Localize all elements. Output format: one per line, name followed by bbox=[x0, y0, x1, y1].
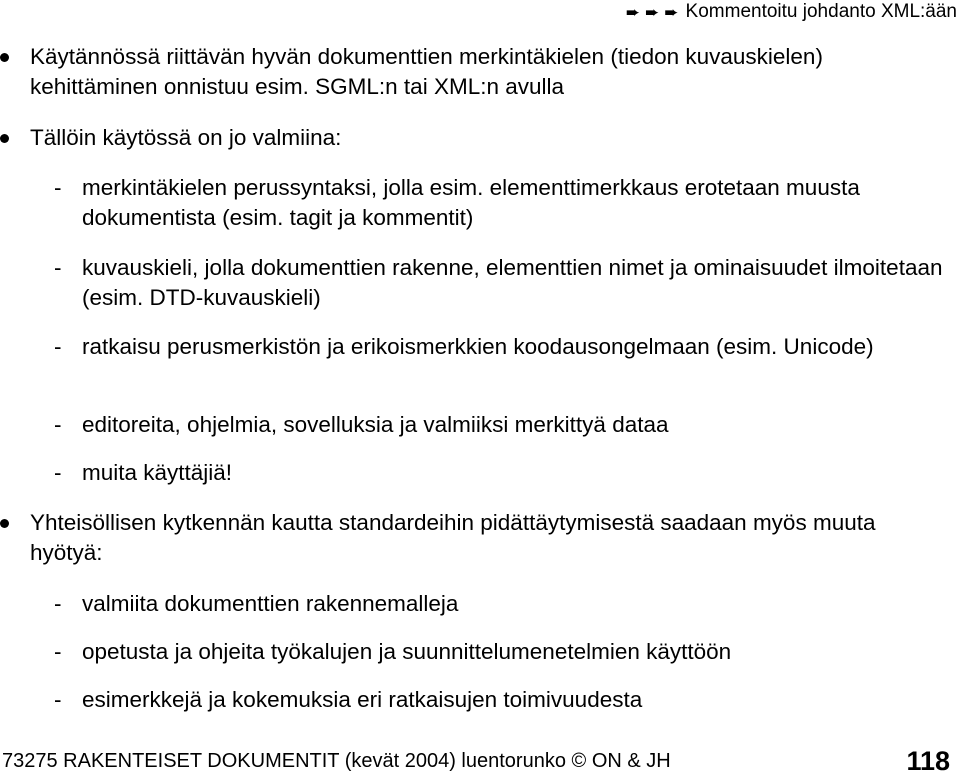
sub-item-text: ratkaisu perusmerkistön ja erikoismerkkien koodausongelmaan (esim. Unicode) bbox=[82, 334, 874, 359]
dash-marker: - bbox=[54, 255, 62, 280]
sub-item-text: valmiita dokumenttien rakennemalleja bbox=[82, 591, 459, 616]
footer-credit bbox=[2, 750, 671, 773]
sub-item bbox=[0, 173, 952, 233]
dash-marker: - bbox=[54, 591, 62, 616]
bullet-text: Tällöin käytössä on jo valmiina: bbox=[30, 125, 342, 150]
copyright-icon: © bbox=[571, 750, 587, 772]
sub-item-text: merkintäkielen perussyntaksi, jolla esim. elementtimerkkaus erotetaan muusta dokumentista (esim. tagit ja kommentit) bbox=[82, 175, 860, 230]
dash-marker: - bbox=[54, 175, 62, 200]
sub-item-text: editoreita, ohjelmia, sovelluksia ja valmiiksi merkittyä dataa bbox=[82, 412, 669, 437]
right-arrow-icon: ➨ bbox=[645, 2, 660, 22]
bullet-text: Yhteisöllisen kytkennän kautta standardeihin pidättäytymisestä saadaan myös muuta hyötyä: bbox=[30, 510, 876, 565]
dash-marker: - bbox=[54, 412, 62, 437]
arrow-group bbox=[626, 4, 679, 21]
sub-item-text: esimerkkejä ja kokemuksia eri ratkaisujen toimivuudesta bbox=[82, 687, 643, 712]
right-arrow-icon: ➨ bbox=[625, 2, 641, 22]
sub-item-text: kuvauskieli, jolla dokumenttien rakenne, elementtien nimet ja ominaisuudet ilmoitetaan (esim. DTD-kuvauskieli) bbox=[82, 255, 943, 310]
dash-marker: - bbox=[54, 460, 62, 485]
bullet-item bbox=[0, 508, 952, 568]
sub-item bbox=[0, 410, 952, 440]
header-title: Kommentoitu johdanto XML:ään bbox=[685, 1, 957, 22]
page-number: 118 bbox=[906, 746, 950, 776]
bullet-dot-icon bbox=[0, 53, 9, 62]
right-arrow-icon: ➨ bbox=[664, 2, 679, 22]
sub-item bbox=[0, 685, 952, 715]
bullet-item bbox=[0, 42, 952, 102]
bullet-dot-icon bbox=[0, 519, 9, 528]
sub-item-text: muita käyttäjiä! bbox=[82, 460, 233, 485]
slide-footer bbox=[2, 737, 950, 777]
sub-item bbox=[0, 253, 952, 313]
sub-item bbox=[0, 332, 952, 362]
bullet-item bbox=[0, 123, 952, 153]
course-title: 73275 RAKENTEISET DOKUMENTIT (kevät 2004) luentorunko bbox=[2, 750, 566, 772]
slide-header bbox=[626, 0, 957, 24]
dash-marker: - bbox=[54, 687, 62, 712]
sub-item bbox=[0, 458, 952, 488]
bullet-text: Käytännössä riittävän hyvän dokumenttien merkintäkielen (tiedon kuvauskielen) kehittäminen onnistuu esim. SGML:n tai XML:n avulla bbox=[30, 44, 823, 99]
footer-authors: ON & JH bbox=[591, 750, 671, 772]
sub-item bbox=[0, 589, 952, 619]
dash-marker: - bbox=[54, 334, 62, 359]
bullet-dot-icon bbox=[0, 134, 9, 143]
sub-item bbox=[0, 637, 952, 667]
sub-item-text: opetusta ja ohjeita työkalujen ja suunnittelumenetelmien käyttöön bbox=[82, 639, 732, 664]
dash-marker: - bbox=[54, 639, 62, 664]
